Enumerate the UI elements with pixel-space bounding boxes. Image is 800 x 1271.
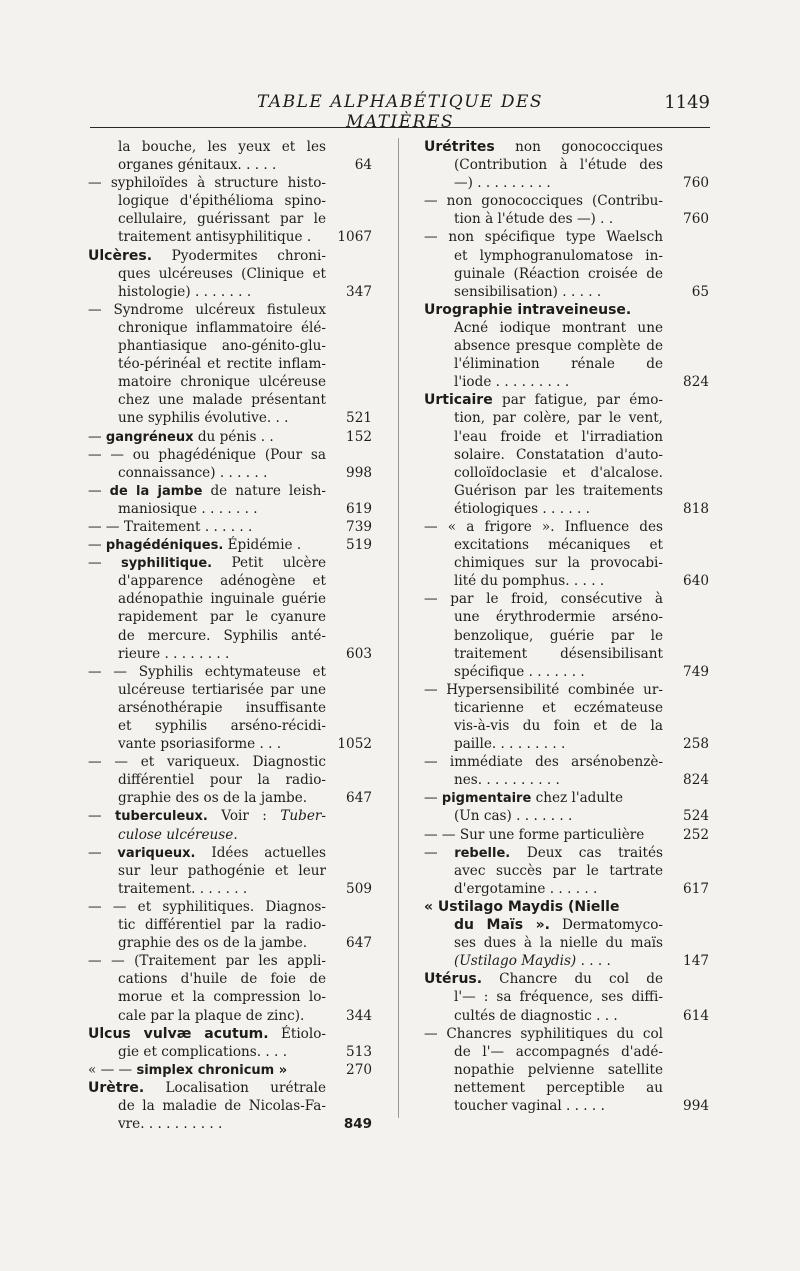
page-ref: 509 (346, 880, 372, 897)
index-entry: — Chancres syphilitiques du col de l'— accompagnés d'adé- nopathie pelvienne satellite nettement perceptible au toucher vaginal . . . . . 994 (424, 1025, 709, 1114)
entry-heading: Urétrites (424, 139, 495, 155)
index-entry: — immédiate des arsénobenzè- nes. . . . . . . . . . 824 (424, 754, 709, 789)
index-entry: — syphilitique. Petit ulcère d'apparence adénogène et adénopathie inguinale guérie rapidement par le cyanure de mercure. Syphilis anté- rieure . . . . . . . . 603 (88, 555, 372, 662)
page-ref: 824 (683, 772, 709, 789)
entry-heading: Urètre. (88, 1079, 145, 1096)
page-ref: 147 (683, 953, 709, 970)
page-ref: 619 (346, 500, 372, 517)
entry-heading: Ulcères. (88, 247, 153, 264)
index-entry: Utérus. Chancre du col de l'— : sa fréquence, ses diffi- cultés de diagnostic . . . 614 (424, 971, 709, 1024)
page-ref: 994 (683, 1097, 709, 1114)
page-ref: 252 (683, 826, 709, 843)
index-entry: — de la jambe de nature leish- maniosique . . . . . . . 619 (88, 482, 372, 517)
page-ref: 152 (346, 428, 372, 445)
page-ref: 617 (683, 880, 709, 897)
page-ref: 64 (354, 157, 372, 174)
index-entry: Ulcères. Pyodermites chroni- ques ulcéreuses (Clinique et histologie) . . . . . . . 347 (88, 247, 372, 300)
index-entry: — par le froid, consécutive à une érythrodermie arséno- benzolique, guérie par le traitement désensibilisant spécifique . . . . . . . 749 (424, 591, 709, 680)
index-entry: la bouche, les yeux et les organes génitaux. . . . . 64 (118, 139, 372, 174)
page-ref: 760 (683, 211, 709, 228)
index-entry: — — Traitement . . . . . . 739 (88, 518, 372, 535)
page-header (90, 92, 710, 132)
index-entry: — — ou phagédénique (Pour sa connaissance) . . . . . . 998 (88, 446, 372, 481)
index-entry: — gangréneux du pénis . . 152 (88, 428, 372, 445)
index-entry: — non gonococciques (Contribu- tion à l'étude des —) . . 760 (424, 193, 709, 228)
page-ref: 998 (346, 464, 372, 481)
index-entry: Urétrites non gonococciques (Contribution à l'étude des —) . . . . . . . . . 760 (424, 139, 709, 192)
header-rule (90, 127, 710, 128)
page-ref: 760 (683, 175, 709, 192)
page-ref: 513 (346, 1043, 372, 1060)
index-entry: — non spécifique type Waelsch et lymphogranulomatose in- guinale (Réaction croisée de sensibilisation) . . . . . 65 (424, 229, 709, 300)
page-ref: 521 (346, 410, 372, 427)
page-ref: 603 (346, 645, 372, 662)
page-ref: 824 (683, 374, 709, 391)
page-ref: 344 (346, 1007, 372, 1024)
entry-heading: Ulcus vulvæ acutum. (88, 1025, 269, 1042)
index-entry: Ulcus vulvæ acutum. Étiolo- gie et complications. . . . 513 (88, 1025, 372, 1060)
page-ref: 818 (683, 500, 709, 517)
index-entry: — pigmentaire chez l'adulte (Un cas) . . . . . . . 524 (424, 790, 709, 825)
page-ref: 1067 (337, 229, 372, 246)
index-entry: « — — simplex chronicum » 270 (88, 1061, 372, 1078)
page-ref: 519 (346, 537, 372, 554)
page-ref: 614 (683, 1007, 709, 1024)
page-ref: 270 (346, 1061, 372, 1078)
index-entry: — Syndrome ulcéreux fistuleux chronique inflammatoire élé- phantiasique ano-génito-glu- téo-périnéal et rectite inflam- matoire chronique ulcéreuse chez une malade présentant une syphilis évolutive. . . 521 (88, 301, 372, 427)
index-entry: — rebelle. Deux cas traités avec succès par le tartrate d'ergotamine . . . . . . 617 (424, 844, 709, 897)
left-column (88, 138, 374, 1133)
index-entry: — syphiloïdes à structure histo- logique d'épithélioma spino- cellulaire, guérissant par le traitement antisyphilitique . 1067 (88, 175, 372, 246)
entry-heading: « Ustilago Maydis (Nielle (424, 898, 620, 915)
index-entry: — phagédéniques. Épidémie . 519 (88, 537, 372, 554)
index-entry: — variqueux. Idées actuelles sur leur pathogénie et leur traitement. . . . . . . 509 (88, 844, 372, 897)
index-entry: Urètre. Localisation urétrale de la maladie de Nicolas-Fa- vre. . . . . . . . . . 849 (88, 1079, 372, 1133)
entry-heading: Utérus. (424, 971, 483, 988)
index-entry: — — Sur une forme particulière 252 (424, 826, 709, 843)
index-entry: — tuberculeux. Voir : Tuber- culose ulcéreuse. (88, 808, 326, 843)
page-ref: 1052 (337, 736, 372, 753)
right-column (424, 138, 711, 1115)
index-entry: Urographie intraveineuse. Acné iodique montrant une absence presque complète de l'élimination rénale de l'iode . . . . . . . . . 824 (424, 301, 709, 391)
page-title: TABLE ALPHABÉTIQUE DES MATIÈRES (256, 92, 544, 132)
index-entry: — — et variqueux. Diagnostic différentiel pour la radio- graphie des os de la jambe. 647 (88, 754, 372, 807)
page-ref: 258 (683, 736, 709, 753)
page-ref: 647 (346, 790, 372, 807)
index-entry: — — Syphilis echtymateuse et ulcéreuse tertiarisée par une arsénothérapie insuffisante et syphilis arséno-récidi- vante psoriasiforme . . . 1052 (88, 663, 372, 753)
page-ref: 347 (346, 283, 372, 300)
index-entry: — — (Traitement par les appli- cations d'huile de foie de morue et la compression lo- cale par la plaque de zinc). 344 (88, 953, 372, 1024)
index-entry: — Hypersensibilité combinée ur- ticarienne et eczémateuse vis-à-vis du foin et de la paille. . . . . . . . . 258 (424, 681, 709, 753)
page-number: 1149 (664, 92, 710, 113)
entry-heading: Urographie intraveineuse. (424, 301, 632, 318)
column-divider (398, 138, 399, 1118)
page-ref: 640 (683, 573, 709, 590)
index-entry: « Ustilago Maydis (Nielle du Maïs ». Dermatomyco- ses dues à la nielle du maïs (Ustilago Maydis) . . . . 147 (424, 898, 709, 970)
entry-heading: Urticaire (424, 392, 493, 409)
page-ref: 524 (683, 808, 709, 825)
page-ref: 647 (346, 935, 372, 952)
page-ref: 849 (343, 1116, 372, 1133)
index-entry: — — et syphilitiques. Diagnos- tic différentiel par la radio- graphie des os de la jambe. 647 (88, 898, 372, 952)
page-ref: 739 (346, 518, 372, 535)
index-entry: — « a frigore ». Influence des excitations mécaniques et chimiques sur la provocabi- lité du pomphus. . . . . 640 (424, 518, 709, 590)
page-ref: 65 (691, 283, 709, 300)
page-ref: 749 (683, 663, 709, 680)
index-entry: Urticaire par fatigue, par émo- tion, par colère, par le vent, l'eau froide et l'irradiation solaire. Constatation d'auto- colloïdoclasie et d'alcalose. Guérison par les traitements étiologiques . . . . . . 818 (424, 392, 709, 517)
